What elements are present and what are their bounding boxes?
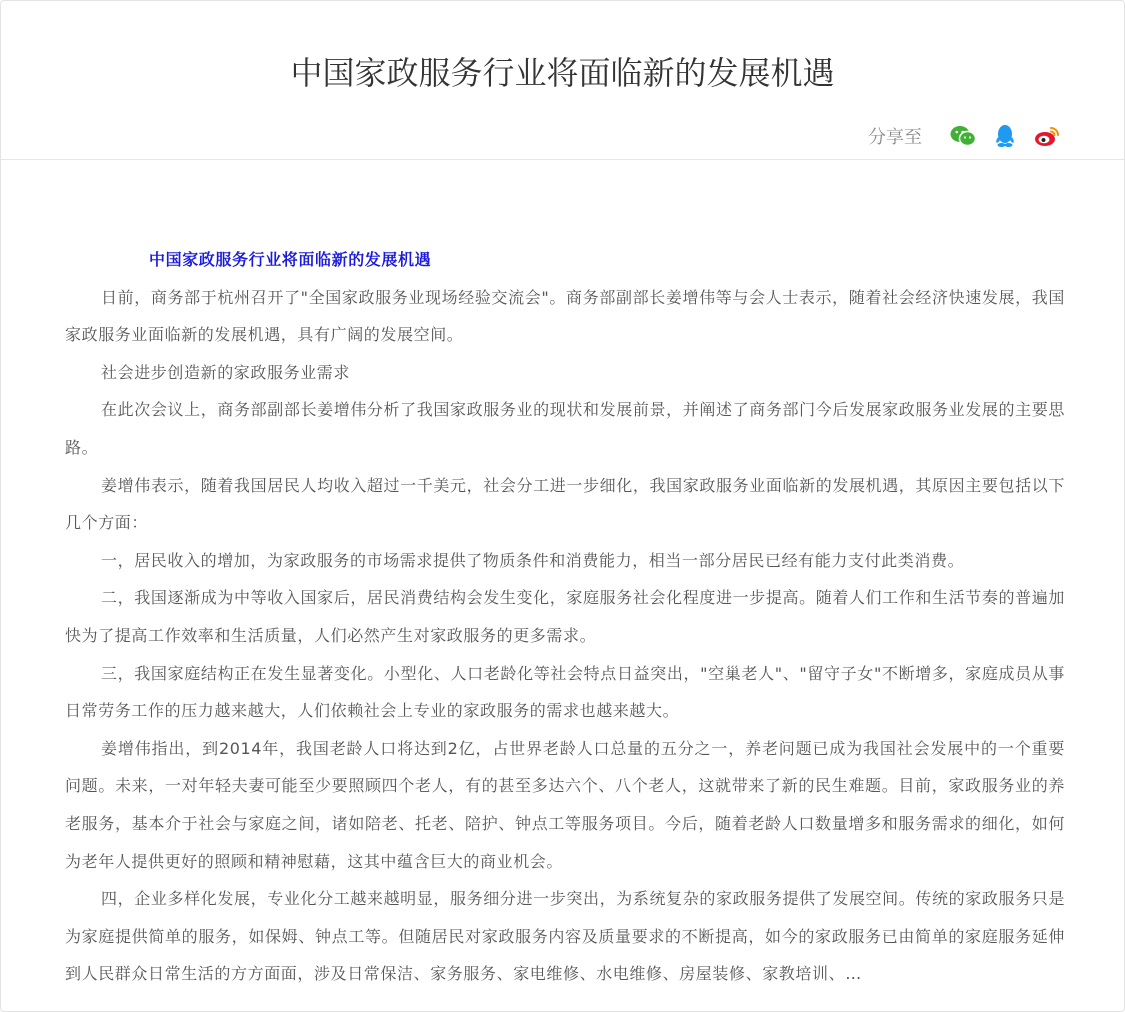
share-label: 分享至: [868, 127, 922, 148]
article-paragraph: 姜增伟指出，到2014年，我国老龄人口将达到2亿，占世界老龄人口总量的五分之一，养老问题已成为我国社会发展中的一个重要问题。未来，一对年轻夫妻可能至少要照顾四个老人，有的甚至多达六个、八个老人，这就带来了新的民生难题。目前，家政服务业的养老服务，基本介于社会与家庭之间，诸如陪老、托老、陪护、钟点工等服务项目。今后，随着老龄人口数量增多和服务需求的细化，如何为老年人提供更好的照顾和精神慰藉，这其中蕴含巨大的商业机会。: [65, 738, 1065, 871]
wechat-icon[interactable]: [948, 121, 978, 151]
page-title: 中国家政服务行业将面临新的发展机遇: [290, 54, 835, 92]
article-paragraph: 四，企业多样化发展，专业化分工越来越明显，服务细分进一步突出，为系统复杂的家政服务提供了发展空间。传统的家政服务只是为家庭提供简单的服务，如保姆、钟点工等。但随居民对家政服务内容及质量要求的不断提高，如今的家政服务已由简单的家庭服务延伸到人民群众日常生活的方方面面，涉及日常保洁、家务服务、家电维修、水电维修、房屋装修、家教培训、…: [65, 889, 1065, 984]
article-paragraph: 姜增伟表示，随着我国居民人均收入超过一千美元，社会分工进一步细化，我国家政服务业面临新的发展机遇，其原因主要包括以下几个方面：: [65, 475, 1065, 533]
article-paragraph: 在此次会议上，商务部副部长姜增伟分析了我国家政服务业的现状和发展前景，并阐述了商务部门今后发展家政服务业发展的主要思路。: [65, 400, 1065, 457]
article-paragraph: 日前，商务部于杭州召开了"全国家政服务业现场经验交流会"。商务部副部长姜增伟等与会人士表示，随着社会经济快速发展，我国家政服务业面临新的发展机遇，具有广阔的发展空间。: [65, 287, 1065, 345]
article-paragraph: 一，居民收入的增加，为家政服务的市场需求提供了物质条件和消费能力，相当一部分居民已经有能力支付此类消费。: [101, 550, 965, 570]
share-bar: [868, 119, 1062, 153]
article-paragraph: 三，我国家庭结构正在发生显著变化。小型化、人口老龄化等社会特点日益突出，"空巢老人"、"留守子女"不断增多，家庭成员从事日常劳务工作的压力越来越大，人们依赖社会上专业的家政服务的需求也越来越大。: [65, 663, 1065, 721]
article-header: [1, 1, 1124, 160]
article-body: [65, 241, 1065, 993]
weibo-icon[interactable]: [1032, 121, 1062, 151]
article-subtitle: 中国家政服务行业将面临新的发展机遇: [149, 250, 432, 269]
article-paragraph: 二，我国逐渐成为中等收入国家后，居民消费结构会发生变化，家庭服务社会化程度进一步提高。随着人们工作和生活节奏的普遍加快为了提高工作效率和生活质量，人们必然产生对家政服务的更多需求。: [65, 588, 1065, 645]
qq-icon[interactable]: [990, 121, 1020, 151]
article-paragraph: 社会进步创造新的家政服务业需求: [101, 362, 351, 382]
